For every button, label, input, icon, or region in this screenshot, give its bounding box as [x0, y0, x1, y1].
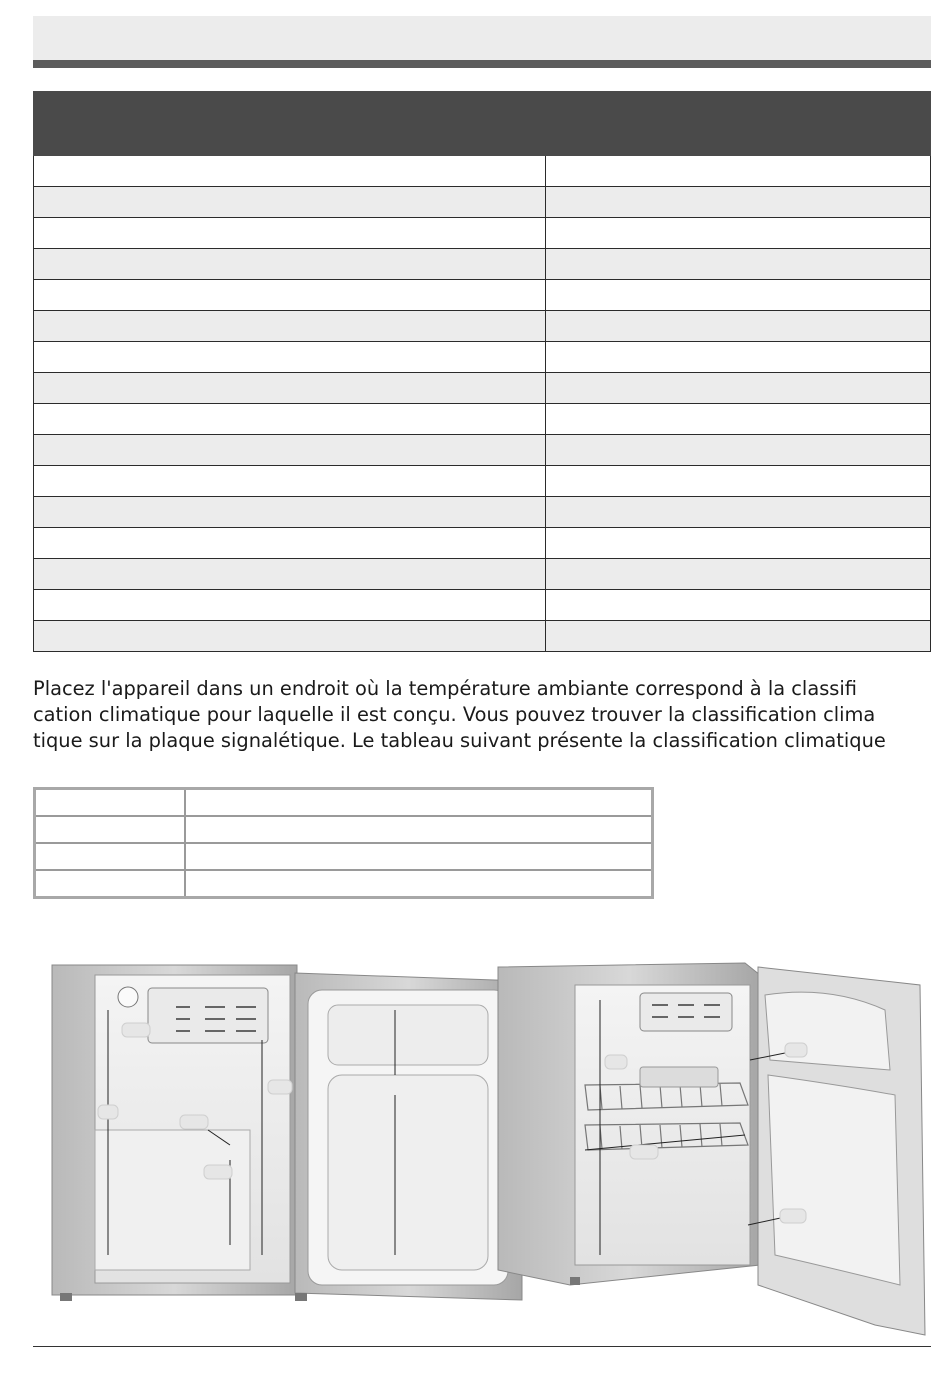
climate-cell: [35, 816, 185, 843]
table-row: [34, 621, 931, 652]
section-title-rule: [33, 60, 931, 68]
spec-header-cell-value: [546, 92, 931, 156]
table-row: [34, 249, 931, 280]
table-row: [35, 870, 653, 898]
spec-cell: [546, 280, 931, 311]
spec-cell: [546, 590, 931, 621]
table-row: [34, 187, 931, 218]
spec-cell: [34, 373, 546, 404]
table-row: [34, 559, 931, 590]
table-row: [34, 435, 931, 466]
spec-cell: [34, 404, 546, 435]
spec-cell: [546, 621, 931, 652]
table-row: [34, 218, 931, 249]
climate-cell: [185, 789, 653, 817]
climate-cell: [35, 870, 185, 898]
spec-cell: [546, 466, 931, 497]
climate-class-table: [33, 787, 654, 899]
spec-cell: [546, 342, 931, 373]
spec-cell: [34, 311, 546, 342]
spec-cell: [34, 497, 546, 528]
spec-cell: [34, 435, 546, 466]
table-row: [34, 342, 931, 373]
specification-table: [33, 91, 931, 652]
climate-cell: [185, 816, 653, 843]
spec-cell: [34, 187, 546, 218]
right-refrigerator: [498, 963, 925, 1335]
paragraph-line: tique sur la plaque signalétique. Le tableau suivant présente la classification climatique: [33, 729, 886, 752]
spec-cell: [34, 559, 546, 590]
section-title-band: [33, 16, 931, 60]
spec-cell: [34, 342, 546, 373]
paragraph-line: cation climatique pour laquelle il est conçu. Vous pouvez trouver la classification clima: [33, 703, 876, 726]
spec-cell: [34, 218, 546, 249]
table-row: [35, 789, 653, 817]
spec-cell: [546, 218, 931, 249]
climate-cell: [35, 789, 185, 817]
climate-cell: [35, 843, 185, 870]
spec-cell: [34, 528, 546, 559]
spec-cell: [546, 404, 931, 435]
refrigerator-illustration: [40, 955, 935, 1340]
table-row: [34, 404, 931, 435]
spec-cell: [546, 373, 931, 404]
spec-table-header: [34, 92, 931, 156]
table-row: [34, 311, 931, 342]
spec-cell: [34, 156, 546, 187]
spec-cell: [546, 497, 931, 528]
left-refrigerator: [52, 965, 522, 1301]
spec-cell: [34, 590, 546, 621]
spec-cell: [546, 311, 931, 342]
climate-class-paragraph: [33, 676, 938, 754]
climate-cell: [185, 870, 653, 898]
spec-cell: [546, 156, 931, 187]
table-row: [35, 816, 653, 843]
table-row: [34, 497, 931, 528]
climate-cell: [185, 843, 653, 870]
spec-cell: [34, 621, 546, 652]
table-row: [34, 528, 931, 559]
paragraph-line: Placez l'appareil dans un endroit où la température ambiante correspond à la classifi: [33, 677, 858, 700]
table-row: [34, 466, 931, 497]
footer-rule: [33, 1346, 931, 1347]
spec-cell: [34, 280, 546, 311]
table-row: [34, 280, 931, 311]
spec-cell: [546, 528, 931, 559]
table-row: [34, 590, 931, 621]
spec-cell: [34, 249, 546, 280]
spec-cell: [34, 466, 546, 497]
spec-cell: [546, 249, 931, 280]
spec-cell: [546, 435, 931, 466]
table-row: [34, 373, 931, 404]
spec-header-cell-parameter: [34, 92, 546, 156]
spec-cell: [546, 187, 931, 218]
table-row: [34, 156, 931, 187]
spec-cell: [546, 559, 931, 590]
table-row: [35, 843, 653, 870]
